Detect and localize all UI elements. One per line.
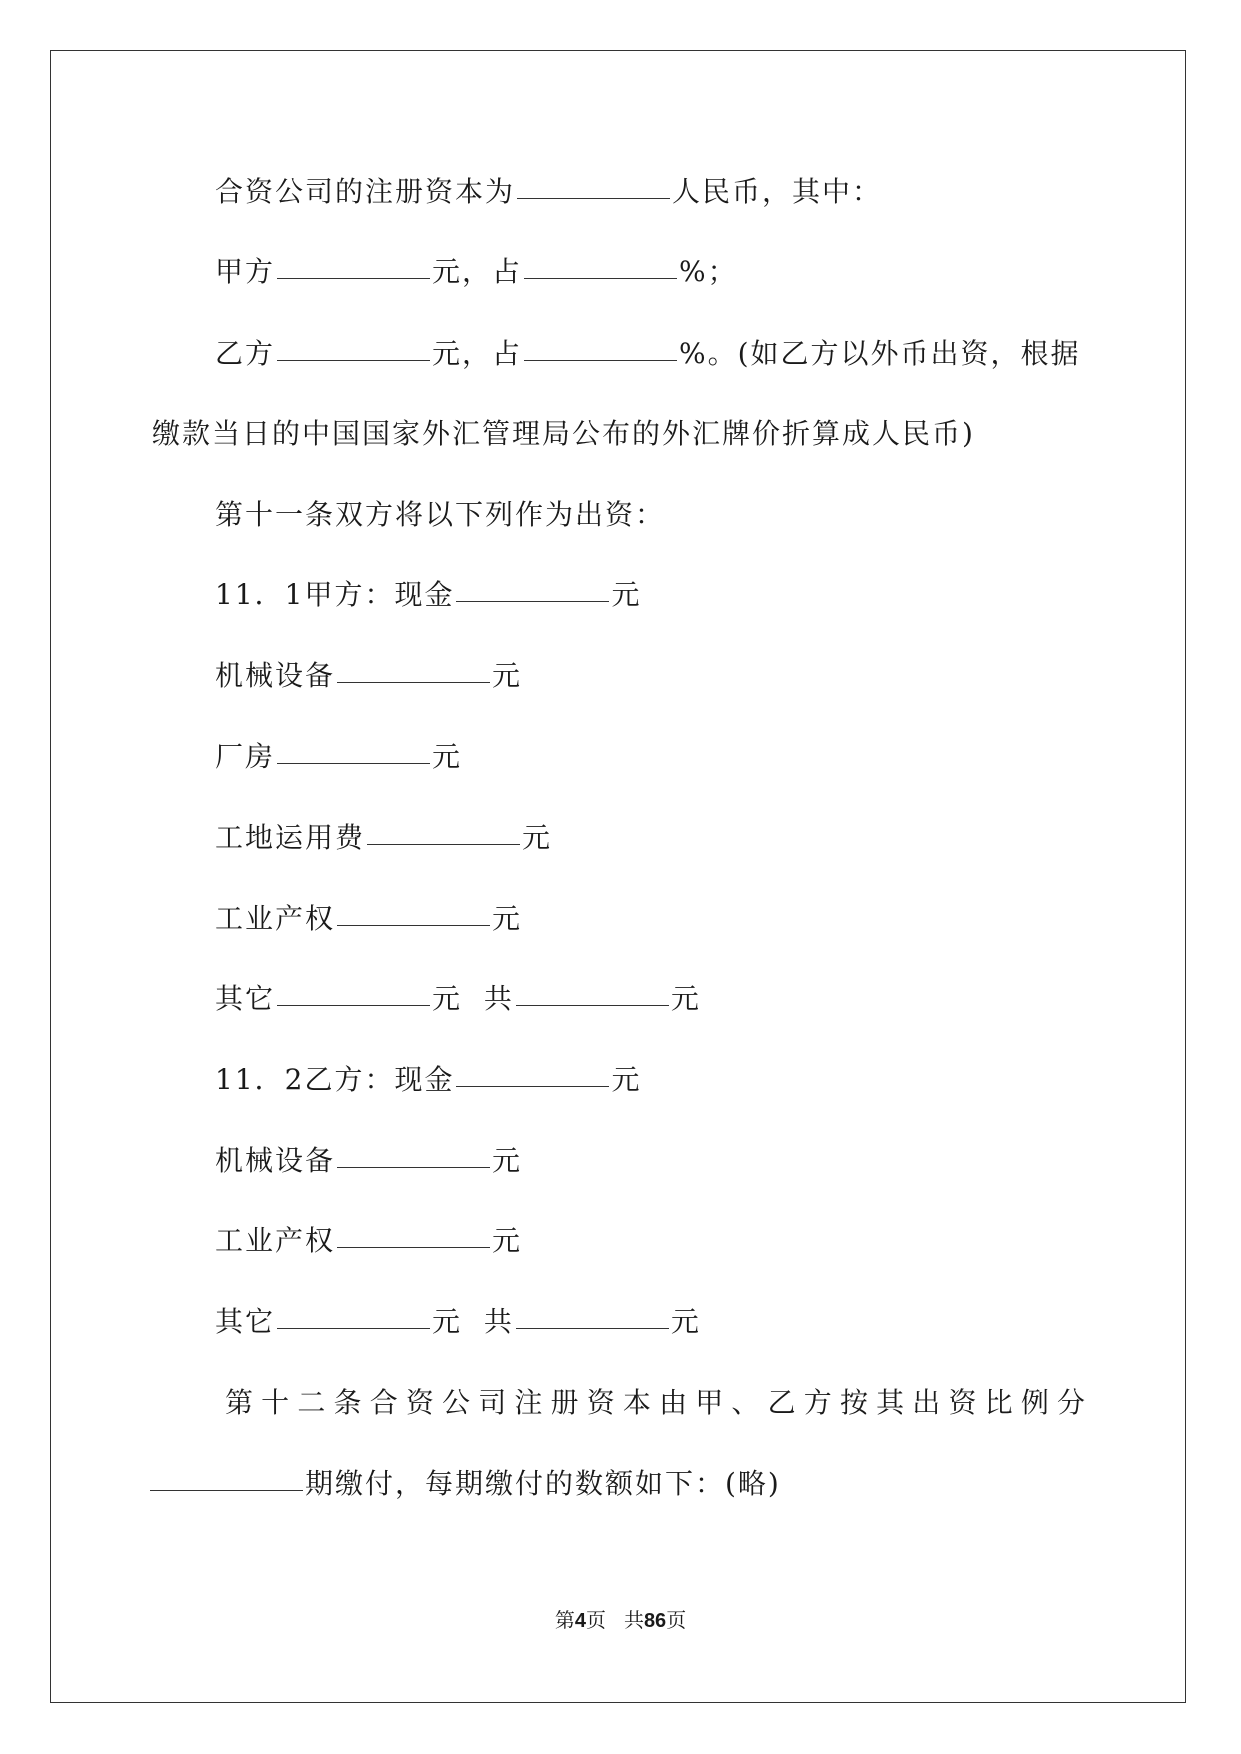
yi-ip-label: 工业产权	[215, 1224, 336, 1257]
page-footer	[0, 1607, 1241, 1634]
article-11-line: 第十一条双方将以下列作为出资：	[215, 498, 666, 531]
jia-percent-blank[interactable]	[524, 250, 677, 279]
jia-label: 甲方	[215, 255, 276, 288]
jia-yuan-label: 元，占	[432, 255, 523, 288]
jia-plant-label: 厂房	[215, 740, 276, 773]
jia-ip-label: 工业产权	[215, 902, 336, 935]
yi-machine-unit: 元	[492, 1144, 523, 1177]
jia-machine-blank[interactable]	[337, 654, 490, 683]
installment-text: 期缴付，每期缴付的数额如下：(略)	[305, 1467, 781, 1500]
yi-other-label: 其它	[215, 1305, 276, 1338]
footer-total-number: 86	[643, 1610, 667, 1632]
yi-yuan-label: 元，占	[432, 337, 523, 370]
yi-share-line	[215, 334, 1081, 374]
jia-plant-unit: 元	[432, 740, 463, 773]
footer-page-prefix: 第	[554, 1608, 575, 1632]
yi-cash-unit: 元	[611, 1063, 642, 1096]
yi-machine-blank[interactable]	[337, 1139, 490, 1168]
jia-ip-unit: 元	[492, 902, 523, 935]
page-border	[50, 50, 1186, 1703]
yi-cash-label: 11．2乙方：现金	[215, 1063, 455, 1096]
jia-ip-line	[215, 899, 522, 939]
capital-line	[215, 172, 882, 212]
yi-total-blank[interactable]	[516, 1300, 669, 1329]
jia-machine-line	[215, 656, 522, 696]
jia-plant-blank[interactable]	[277, 735, 430, 764]
jia-other-blank[interactable]	[277, 977, 430, 1006]
article-12-line: 第十二条合资公司注册资本由甲、乙方按其出资比例分	[225, 1386, 1085, 1419]
yi-other-line	[215, 1302, 701, 1342]
yi-total-label: 元 共	[432, 1305, 514, 1338]
capital-text-a: 合资公司的注册资本为	[215, 175, 516, 208]
yi-other-blank[interactable]	[277, 1300, 430, 1329]
jia-cash-line	[215, 575, 641, 615]
yi-cash-line	[215, 1060, 641, 1100]
jia-total-unit: 元	[670, 982, 701, 1015]
yi-ip-line	[215, 1221, 522, 1261]
footer-total-prefix: 共	[623, 1608, 644, 1632]
yi-machine-label: 机械设备	[215, 1144, 336, 1177]
jia-total-blank[interactable]	[516, 977, 669, 1006]
yi-percent-label: %。(如乙方以外币出资，根据	[679, 337, 1081, 370]
article-12-cont-line	[150, 1464, 781, 1504]
installment-blank[interactable]	[150, 1462, 303, 1491]
jia-cash-unit: 元	[611, 578, 642, 611]
jia-ip-blank[interactable]	[337, 897, 490, 926]
jia-cash-label: 11．1甲方：现金	[215, 578, 455, 611]
yi-total-unit: 元	[670, 1305, 701, 1338]
capital-blank[interactable]	[517, 170, 670, 199]
yi-percent-blank[interactable]	[524, 332, 677, 361]
yi-amount-blank[interactable]	[277, 332, 430, 361]
jia-amount-blank[interactable]	[277, 250, 430, 279]
yi-ip-blank[interactable]	[337, 1219, 490, 1248]
jia-share-line	[215, 252, 738, 292]
jia-site-unit: 元	[522, 821, 553, 854]
yi-ip-unit: 元	[492, 1224, 523, 1257]
jia-cash-blank[interactable]	[456, 573, 609, 602]
yi-machine-line	[215, 1141, 522, 1181]
yi-cash-blank[interactable]	[456, 1058, 609, 1087]
jia-other-line	[215, 979, 701, 1019]
footer-page-number: 4	[574, 1610, 586, 1632]
jia-plant-line	[215, 737, 462, 777]
capital-text-b: 人民币，其中：	[672, 175, 883, 208]
jia-total-label: 元 共	[432, 982, 514, 1015]
exchange-line: 缴款当日的中国国家外汇管理局公布的外汇牌价折算成人民币)	[152, 417, 975, 450]
jia-other-label: 其它	[215, 982, 276, 1015]
footer-page-suffix: 页	[585, 1608, 606, 1632]
jia-site-label: 工地运用费	[215, 821, 366, 854]
jia-machine-unit: 元	[492, 659, 523, 692]
jia-site-line	[215, 818, 552, 858]
footer-total-suffix: 页	[666, 1608, 687, 1632]
jia-site-blank[interactable]	[367, 816, 520, 845]
jia-machine-label: 机械设备	[215, 659, 336, 692]
yi-label: 乙方	[215, 337, 276, 370]
jia-percent-label: %；	[679, 255, 738, 288]
